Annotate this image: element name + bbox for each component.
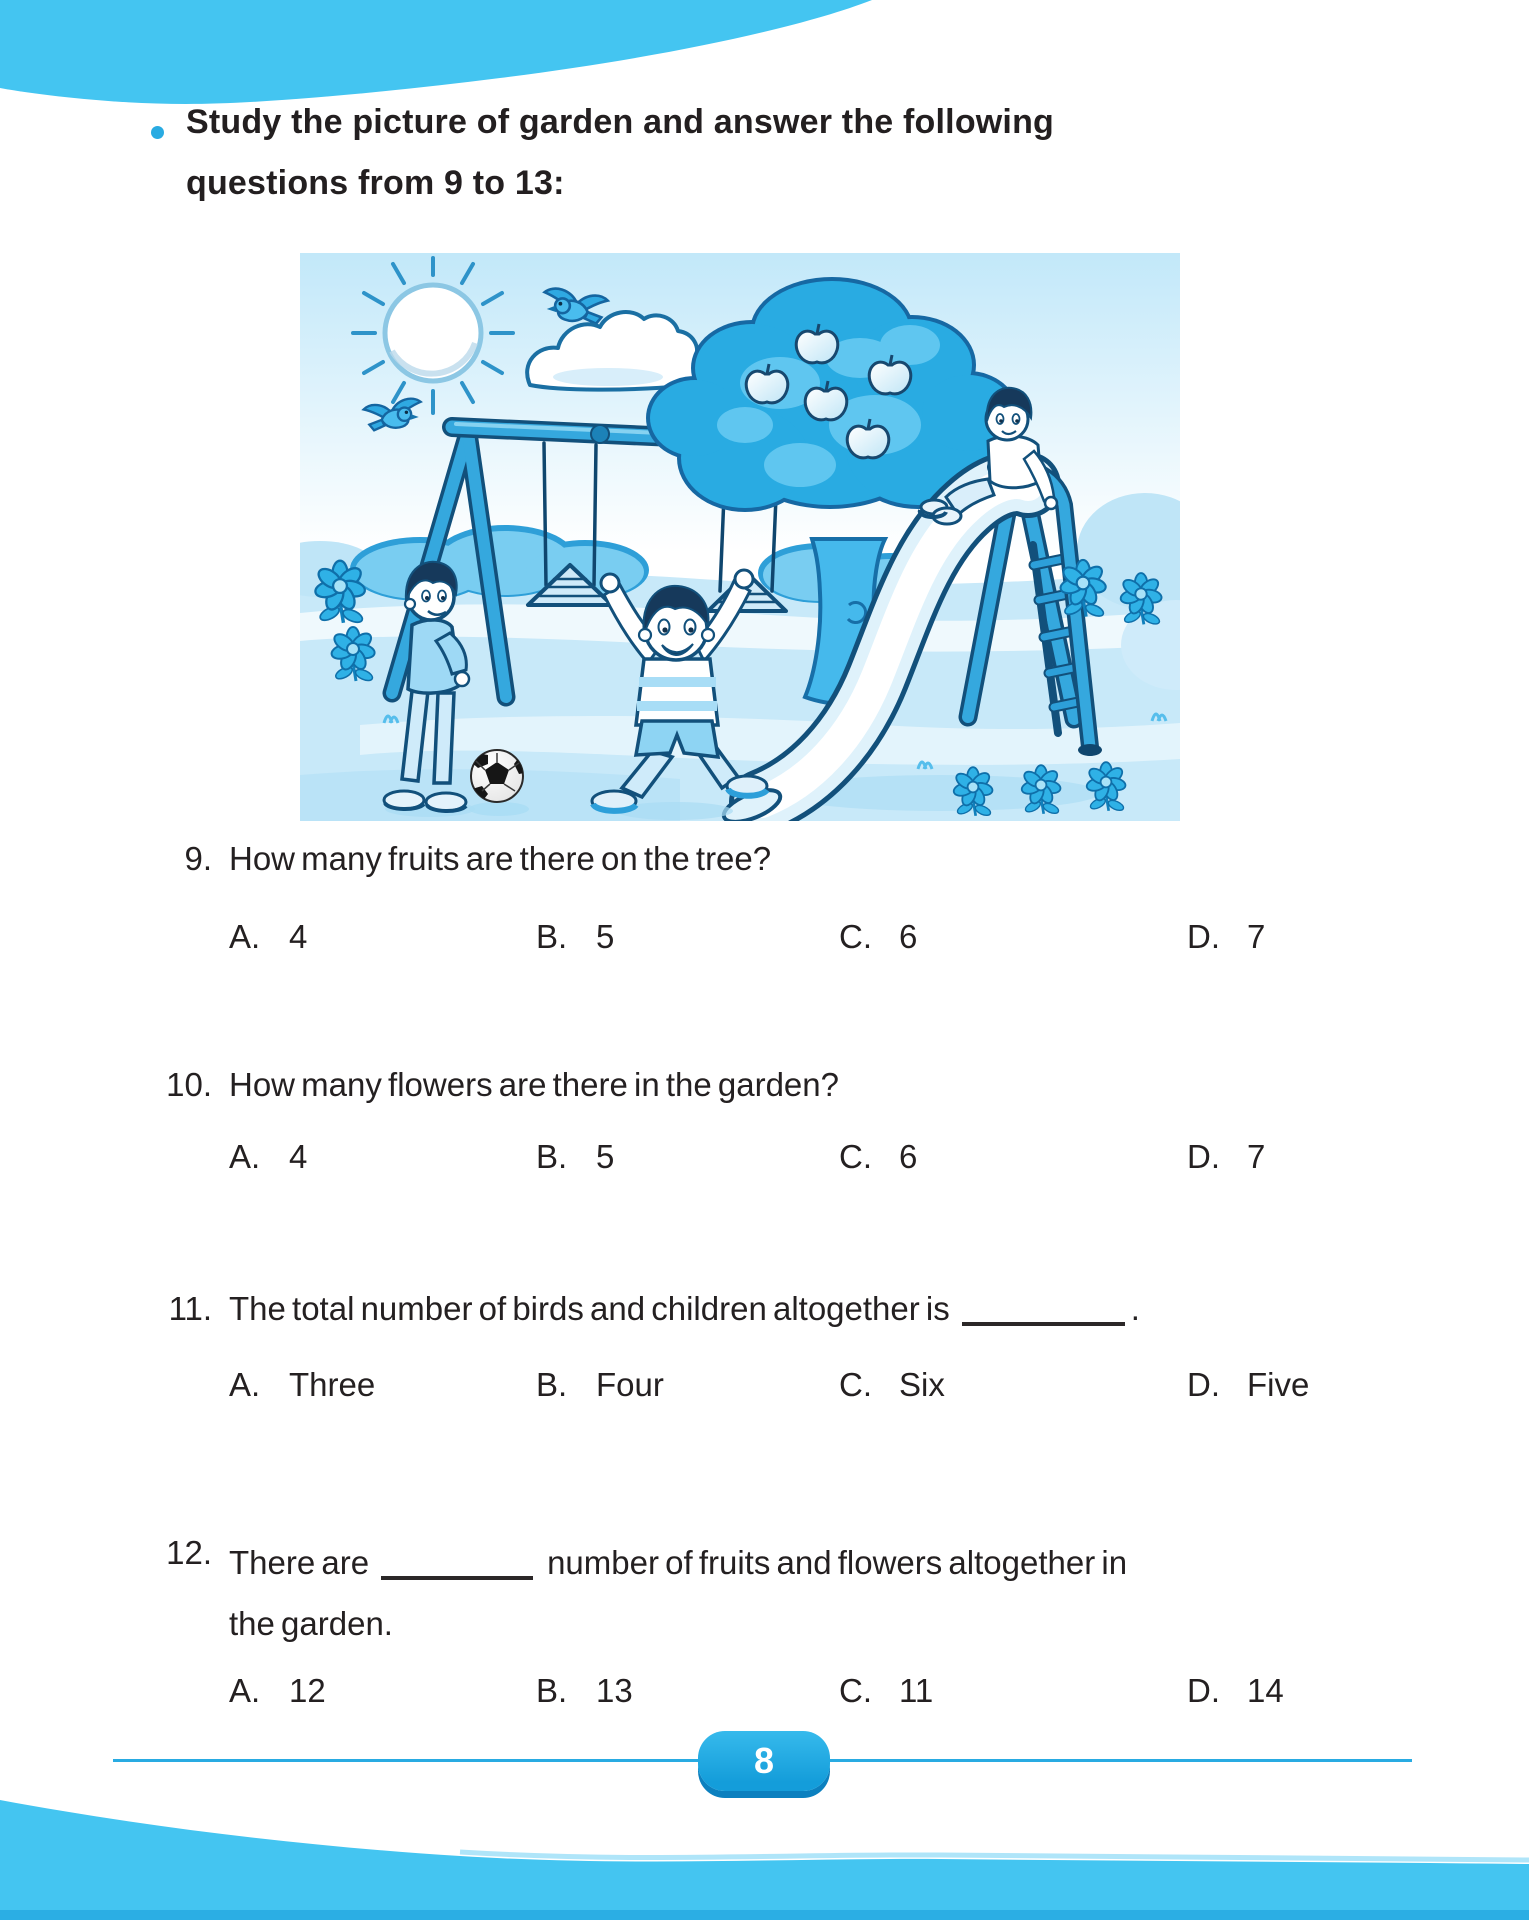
option-d: D. Five xyxy=(1187,1366,1310,1403)
question-9-text: How many fruits are there on the tree? xyxy=(229,840,772,877)
option-a: A. 4 xyxy=(229,1138,308,1175)
question-9-number: 9. xyxy=(184,840,212,877)
question-12-line1: There are number of fruits and flowers altogether in xyxy=(229,1544,1128,1581)
question-9-options xyxy=(229,916,1469,958)
option-a: A. 4 xyxy=(229,918,308,955)
option-d: D. 7 xyxy=(1187,918,1266,955)
question-11-options xyxy=(229,1364,1469,1406)
page-number: 8 xyxy=(753,1740,775,1781)
instruction-heading xyxy=(186,92,1386,214)
option-a: A. 12 xyxy=(229,1672,326,1709)
question-10-options xyxy=(229,1136,1469,1178)
page-number-badge xyxy=(698,1731,830,1791)
question-11-number: 11. xyxy=(168,1290,212,1327)
option-c: C. Six xyxy=(839,1366,945,1403)
question-10-text: How many flowers are there in the garden? xyxy=(229,1066,839,1103)
option-b: B. Four xyxy=(536,1366,664,1403)
option-c: C. 6 xyxy=(839,918,918,955)
footer-wave xyxy=(0,1788,1529,1920)
option-a: A. Three xyxy=(229,1366,376,1403)
option-c: C. 11 xyxy=(839,1672,934,1709)
option-b: B. 5 xyxy=(536,918,615,955)
question-12-options xyxy=(229,1670,1469,1712)
instruction-line1: Study the picture of garden and answer the following xyxy=(186,103,1055,141)
option-b: B. 5 xyxy=(536,1138,615,1175)
answer-blank xyxy=(962,1322,1125,1326)
bullet-icon xyxy=(151,126,164,139)
question-12-text xyxy=(229,1532,1449,1654)
option-c: C. 6 xyxy=(839,1138,918,1175)
option-b: B. 13 xyxy=(536,1672,633,1709)
question-12-line2: the garden. xyxy=(229,1605,393,1642)
question-12-number: 12. xyxy=(166,1534,212,1571)
question-10-number: 10. xyxy=(166,1066,212,1103)
answer-blank xyxy=(381,1576,533,1580)
option-d: D. 7 xyxy=(1187,1138,1266,1175)
question-11-text: The total number of birds and children altogether is . xyxy=(229,1290,1140,1327)
instruction-line2: questions from 9 to 13: xyxy=(186,164,565,202)
option-d: D. 14 xyxy=(1187,1672,1284,1709)
garden-illustration xyxy=(300,253,1180,821)
